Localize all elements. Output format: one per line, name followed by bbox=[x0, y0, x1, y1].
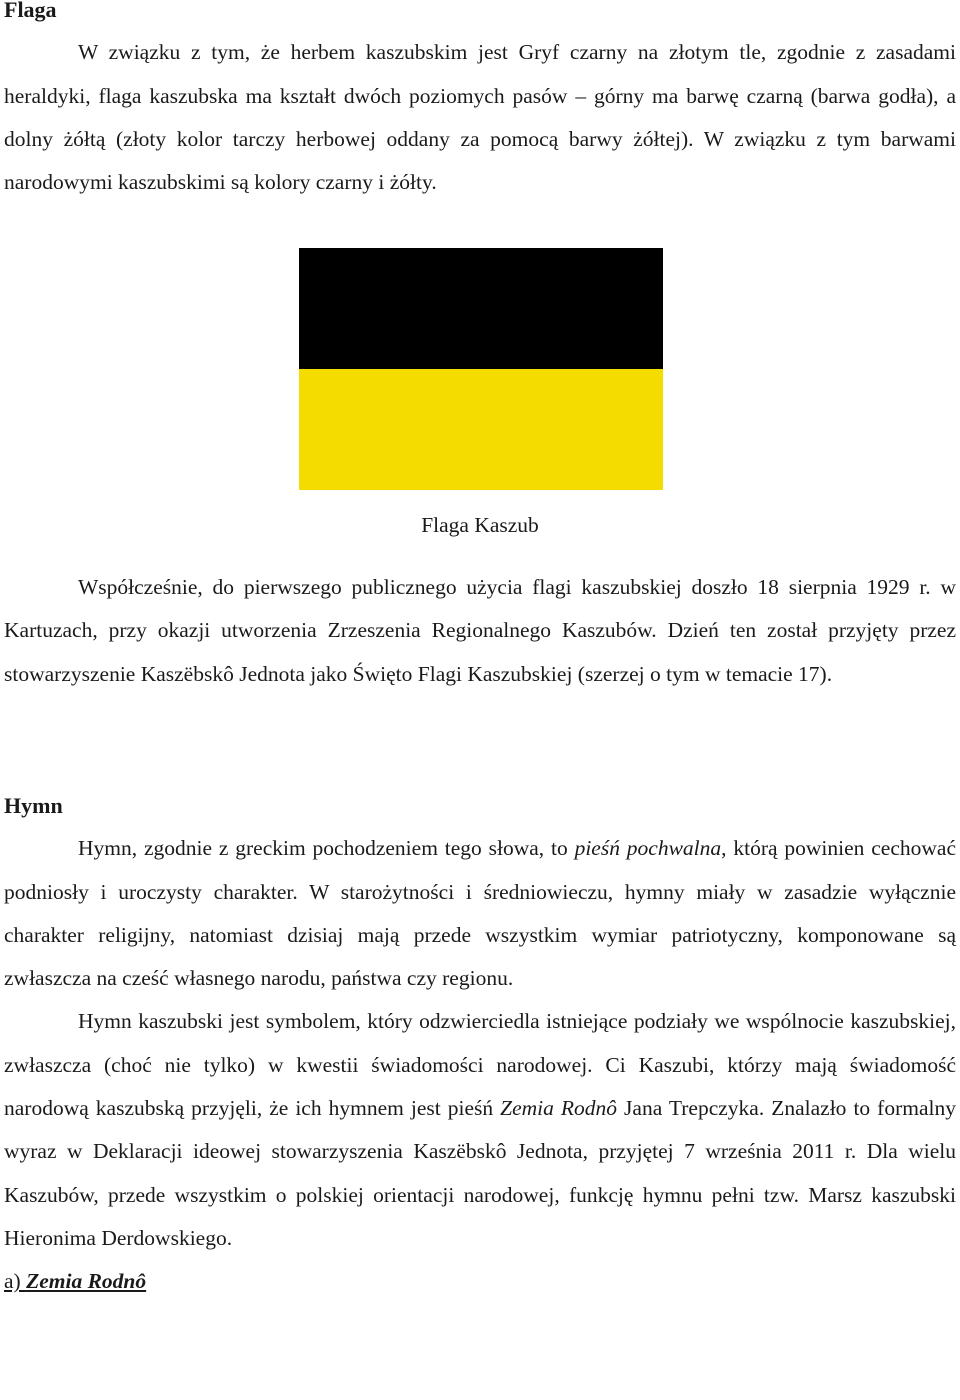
hymn-p2-text-b: Jana Trepczyka. Znalazło to formalny wyraz w Deklaracji ideowej stowarzyszenia Kaszëbskô Jednota, przyjętej 7 września 2011 r. Dla wielu Kaszubów, przede wszystkim o polskiej orientacji narodowej, funkcję hymnu pełni tzw. Marsz kaszubski Hieronima Derdowskiego. bbox=[4, 1096, 956, 1250]
hymn-p1-text-a: Hymn, zgodnie z greckim pochodzeniem tego słowa, to bbox=[78, 836, 575, 861]
flag-yellow-stripe bbox=[299, 369, 663, 490]
hymn-paragraph-2 bbox=[4, 1000, 956, 1260]
hymn-paragraph-1 bbox=[4, 827, 956, 1000]
hymn-section bbox=[4, 784, 956, 1304]
section-heading-flag: Flaga bbox=[4, 0, 57, 22]
document-page bbox=[4, 0, 956, 1294]
flag-black-stripe bbox=[299, 248, 663, 369]
subheading-prefix: a) bbox=[4, 1269, 27, 1294]
subheading-title: Zemia Rodnô bbox=[26, 1269, 147, 1294]
kashubian-flag-image bbox=[299, 248, 663, 490]
hymn-p1-text-b: , którą powinien cechować podniosły i uroczysty charakter. W starożytności i średniowieczu, hymny miały w zasadzie wyłącznie charakter religijny, natomiast dzisiaj mają przede wszystkim wymiar patriotyczny, komponowane są zwłaszcza na cześć własnego narodu, państwa czy regionu. bbox=[4, 836, 956, 991]
flag-caption: Flaga Kaszub bbox=[421, 513, 539, 537]
hymn-p2-emphasis: Zemia Rodnô bbox=[500, 1096, 618, 1121]
section-heading-hymn: Hymn bbox=[4, 793, 63, 818]
flag-paragraph-1: W związku z tym, że herbem kaszubskim jest Gryf czarny na złotym tle, zgodnie z zasadami heraldyki, flaga kaszubska ma kształt dwóch poziomych pasów – górny ma barwę czarną (barwa godła), a dolny żółtą (złoty kolor tarczy herbowej oddany za pomocą barwy żółtej). W związku z tym barwami narodowymi kaszubskimi są kolory czarny i żółty. bbox=[4, 40, 956, 195]
hymn-p1-emphasis: pieśń pochwalna bbox=[574, 836, 722, 861]
hymn-p2-text-a: Hymn kaszubski jest symbolem, który odzwierciedla istniejące podziały we wspólnocie kaszubskiej, zwłaszcza (choć nie tylko) w kwestii świadomości narodowej. Ci Kaszubi, którzy mają świadomość narodową kaszubską przyjęli, że ich hymnem jest pieśń bbox=[4, 1009, 956, 1121]
flag-paragraph-2: Współcześnie, do pierwszego publicznego użycia flagi kaszubskiej doszło 18 sierpnia 1929 r. w Kartuzach, przy okazji utworzenia Zrzeszenia Regionalnego Kaszubów. Dzień ten został przyjęty przez stowarzyszenie Kaszëbskô Jednota jako Święto Flagi Kaszubskiej (szerzej o tym w temacie 17). bbox=[4, 575, 956, 686]
subheading-zemia-rodno bbox=[4, 1260, 956, 1303]
